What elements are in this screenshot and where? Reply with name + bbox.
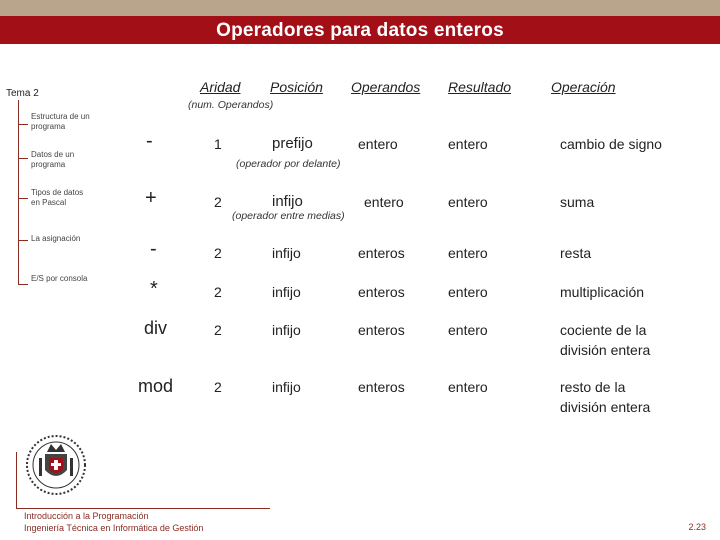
row-resultado: entero <box>448 245 488 261</box>
row-aridad: 2 <box>214 194 222 210</box>
row-operacion-line2: división entera <box>560 342 651 358</box>
row-posicion: infijo <box>272 193 303 210</box>
operator-symbol: * <box>150 278 158 300</box>
sidebar-item-tipos[interactable]: Tipos de datos en Pascal <box>31 188 84 207</box>
row-operacion: suma <box>560 194 595 210</box>
row-operacion-line1: cociente de la <box>560 322 647 338</box>
row-posicion: infijo <box>272 322 301 338</box>
sidebar-item-es-consola[interactable]: E/S por consola <box>31 274 88 283</box>
sidebar-tick <box>18 240 28 241</box>
row-resultado: entero <box>448 136 488 152</box>
row-operandos: enteros <box>358 284 405 300</box>
row-resultado: entero <box>448 284 488 300</box>
header-operandos: Operandos <box>351 79 421 95</box>
row-aridad: 2 <box>214 284 222 300</box>
operator-symbol: mod <box>138 376 174 396</box>
header-aridad: Aridad <box>200 79 241 95</box>
row-operacion-line1: resto de la <box>560 379 626 395</box>
row-resultado: entero <box>448 379 488 395</box>
row-aridad: 2 <box>214 322 222 338</box>
sidebar-topic: Tema 2 <box>6 88 39 99</box>
header-resultado: Resultado <box>448 79 512 95</box>
sidebar-item-datos[interactable]: Datos de un programa <box>31 150 75 169</box>
slide-title: Operadores para datos enteros <box>216 20 504 41</box>
footer-vertical-rule <box>16 452 17 509</box>
operator-symbol: + <box>145 187 157 209</box>
row-operacion: cambio de signo <box>560 136 662 152</box>
row-operandos: enteros <box>358 322 405 338</box>
row-operandos: entero <box>364 194 404 210</box>
operator-symbol: div <box>144 318 168 338</box>
row-posicion: infijo <box>272 379 301 395</box>
row-aridad: 1 <box>214 136 222 152</box>
row-aridad: 2 <box>214 379 222 395</box>
sidebar-vertical-rule <box>18 100 19 285</box>
sidebar-tick <box>18 198 28 199</box>
row-resultado: entero <box>448 194 488 210</box>
footer-course: Introducción a la Programación <box>24 511 149 521</box>
row-aridad: 2 <box>214 245 222 261</box>
page-number: 2.23 <box>688 522 706 532</box>
aridad-note: (num. Operandos) <box>188 99 274 111</box>
row-posicion: infijo <box>272 245 301 261</box>
row-operacion: resta <box>560 245 592 261</box>
row-operandos: enteros <box>358 379 405 395</box>
footer-degree: Ingeniería Técnica en Informática de Gestión <box>24 523 204 533</box>
sidebar-tick <box>18 124 28 125</box>
operator-symbol: - <box>150 238 157 260</box>
header-operacion: Operación <box>551 79 616 95</box>
university-seal-icon <box>25 430 87 496</box>
sidebar-item-asignacion[interactable]: La asignación <box>31 234 81 243</box>
sidebar-tick <box>18 158 28 159</box>
row-operacion-line2: división entera <box>560 399 651 415</box>
operator-symbol: - <box>146 130 153 152</box>
row-operacion: multiplicación <box>560 284 645 300</box>
row-resultado: entero <box>448 322 488 338</box>
row-operandos: enteros <box>358 245 405 261</box>
header-posicion: Posición <box>270 79 323 95</box>
row-posicion: prefijo <box>272 135 313 152</box>
row-posicion: infijo <box>272 284 301 300</box>
sidebar-item-estructura[interactable]: Estructura de un programa <box>31 112 90 131</box>
footer-rule <box>16 508 270 509</box>
row-operandos: entero <box>358 136 398 152</box>
posicion-note: (operador entre medias) <box>232 210 345 222</box>
sidebar-tick <box>18 284 28 285</box>
posicion-note: (operador por delante) <box>236 158 341 170</box>
